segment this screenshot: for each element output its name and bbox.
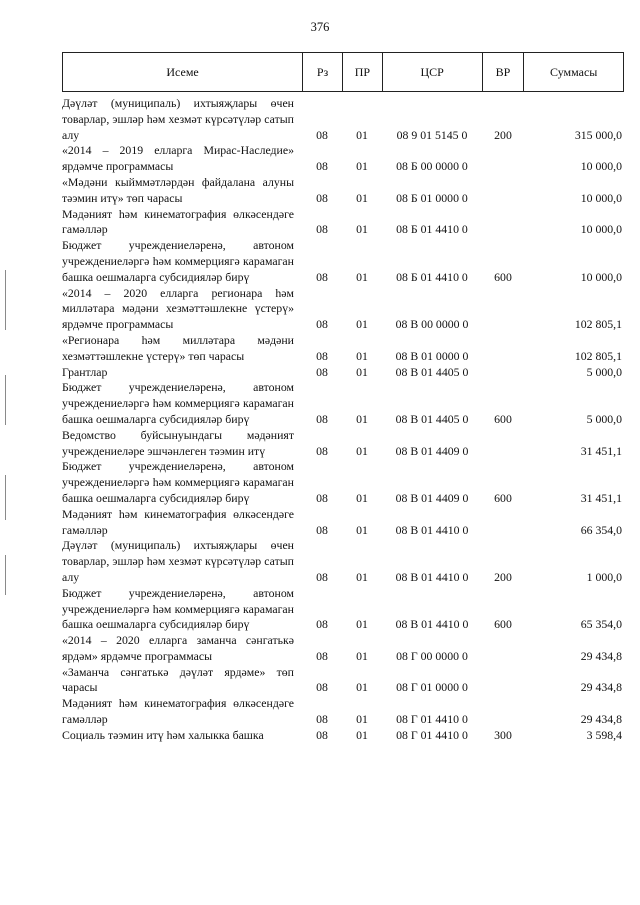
cell-name: Дәүләт (муниципаль) ихтыяҗлары өчен товарлар, эшләр һәм хезмәт күрсәтүләр сатып алу (62, 96, 294, 142)
cell-rz: 08 (316, 269, 328, 284)
cell-vr: 300 (494, 727, 512, 742)
cell-vr: 200 (494, 569, 512, 584)
cell-csr: 08 В 01 4410 0 (395, 569, 469, 584)
cell-rz: 08 (316, 159, 328, 174)
header-csr: ЦСР (382, 53, 482, 91)
cell-sum: 315 000,0 (574, 127, 622, 142)
cell-rz: 08 (316, 712, 328, 727)
cell-pr: 01 (356, 159, 368, 174)
cell-name: Ведомство буйсынуындагы мәдәният учреждениеләре эшчәнлеген тәэмин итү (62, 427, 294, 458)
table-row (62, 286, 624, 333)
cell-csr: 08 В 01 4410 0 (395, 617, 469, 632)
cell-sum: 10 000,0 (580, 269, 622, 284)
cell-name: «2014 – 2020 елларга регионара һәм милләтара мәдәни хезмәттәшлекне үстерү» ярдәмче программасы (62, 285, 294, 332)
cell-rz: 08 (316, 727, 328, 742)
budget-table (62, 52, 624, 744)
cell-name: «Мәдәни кыйммәтләрдән файдалана алуны тәэмин итү» төп чарасы (62, 174, 294, 205)
cell-rz: 08 (316, 648, 328, 663)
cell-csr: 08 Г 01 4410 0 (396, 712, 468, 727)
cell-pr: 01 (356, 222, 368, 237)
cell-csr: 08 Г 00 0000 0 (396, 648, 468, 663)
cell-csr: 08 В 01 0000 0 (395, 348, 469, 363)
table-row (62, 143, 624, 175)
cell-name: Мәдәният һәм кинематография өлкәсендәге гамәлләр (62, 206, 294, 237)
table-row (62, 380, 624, 427)
cell-sum: 29 434,8 (580, 680, 622, 695)
cell-rz: 08 (316, 364, 328, 379)
header-rz: Рз (302, 53, 342, 91)
cell-vr: 200 (494, 127, 512, 142)
cell-sum: 10 000,0 (580, 190, 622, 205)
cell-sum: 10 000,0 (580, 222, 622, 237)
cell-pr: 01 (356, 617, 368, 632)
margin-mark (5, 555, 6, 595)
cell-name: Мәдәният һәм кинематография өлкәсендәге гамәлләр (62, 696, 294, 727)
cell-pr: 01 (356, 727, 368, 742)
cell-csr: 08 Г 01 4410 0 (396, 727, 468, 742)
cell-csr: 08 Б 01 0000 0 (396, 190, 468, 205)
cell-name: Бюджет учреждениеләренә, автоном учреждениеләргә һәм коммерциягә карамаган башка оешмаларга субсидияләр бирү (62, 459, 294, 505)
cell-name: «2014 – 2020 елларга заманча сәнгатькә ярдәм» ярдәмче программасы (62, 633, 294, 663)
cell-rz: 08 (316, 190, 328, 205)
cell-vr: 600 (494, 269, 512, 284)
cell-pr: 01 (356, 127, 368, 142)
table-row (62, 665, 624, 697)
table-row (62, 207, 624, 239)
cell-pr: 01 (356, 712, 368, 727)
cell-pr: 01 (356, 490, 368, 505)
header-vr: ВР (482, 53, 524, 91)
table-header (62, 52, 624, 92)
cell-sum: 3 598,4 (586, 727, 622, 742)
cell-name: Бюджет учреждениеләренә, автоном учреждениеләргә һәм коммерциягә карамаган башка оешмаларга субсидияләр бирү (62, 380, 294, 426)
cell-rz: 08 (316, 222, 328, 237)
cell-name: Грантлар (62, 364, 108, 379)
cell-rz: 08 (316, 443, 328, 458)
cell-sum: 1 000,0 (586, 569, 622, 584)
table-row (62, 238, 624, 285)
cell-name: Социаль тәэмин итү һәм халыкка башка (62, 727, 264, 742)
table-row (62, 96, 624, 143)
cell-sum: 66 354,0 (580, 522, 622, 537)
cell-name: Дәүләт (муниципаль) ихтыяҗлары өчен товарлар, эшләр һәм хезмәт күрсәтүләр сатып алу (62, 538, 294, 584)
cell-sum: 102 805,1 (574, 348, 622, 363)
cell-csr: 08 В 00 0000 0 (395, 317, 469, 332)
table-body (62, 96, 624, 744)
cell-pr: 01 (356, 648, 368, 663)
cell-rz: 08 (316, 617, 328, 632)
cell-csr: 08 В 01 4410 0 (395, 522, 469, 537)
cell-sum: 65 354,0 (580, 617, 622, 632)
cell-pr: 01 (356, 364, 368, 379)
cell-rz: 08 (316, 127, 328, 142)
table-row (62, 333, 624, 365)
table-row (62, 696, 624, 728)
cell-vr: 600 (494, 490, 512, 505)
cell-csr: 08 Б 00 0000 0 (396, 159, 468, 174)
margin-mark (5, 375, 6, 425)
cell-sum: 31 451,1 (580, 443, 622, 458)
cell-name: «2014 – 2019 елларга Мирас-Наследие» ярдәмче программасы (62, 143, 294, 174)
cell-name: Бюджет учреждениеләренә, автоном учреждениеләргә һәм коммерциягә карамаган башка оешмаларга субсидияләр бирү (62, 238, 294, 284)
header-pr: ПР (342, 53, 382, 91)
cell-name: Мәдәният һәм кинематография өлкәсендәге гамәлләр (62, 506, 294, 537)
cell-pr: 01 (356, 190, 368, 205)
cell-csr: 08 В 01 4405 0 (395, 411, 469, 426)
header-sum: Суммасы (523, 53, 623, 91)
margin-mark (5, 270, 6, 330)
cell-name: «Регионара һәм милләтара мәдәни хезмәттәшлекне үстерү» төп чарасы (62, 332, 294, 363)
cell-rz: 08 (316, 490, 328, 505)
cell-sum: 31 451,1 (580, 490, 622, 505)
cell-sum: 10 000,0 (580, 159, 622, 174)
cell-pr: 01 (356, 269, 368, 284)
cell-csr: 08 В 01 4409 0 (395, 443, 469, 458)
header-name: Исеме (166, 65, 199, 79)
cell-name: «Заманча сәнгатькә дәүләт ярдәме» төп чарасы (62, 664, 294, 695)
cell-name: Бюджет учреждениеләренә, автоном учреждениеләргә һәм коммерциягә карамаган башка оешмаларга субсидияләр бирү (62, 585, 294, 632)
cell-rz: 08 (316, 411, 328, 426)
table-row (62, 586, 624, 633)
cell-sum: 5 000,0 (586, 411, 622, 426)
table-row (62, 728, 624, 744)
cell-sum: 5 000,0 (586, 364, 622, 379)
cell-sum: 29 434,8 (580, 648, 622, 663)
table-row (62, 365, 624, 381)
page-number: 376 (310, 20, 330, 34)
table-row (62, 507, 624, 539)
cell-pr: 01 (356, 443, 368, 458)
cell-rz: 08 (316, 317, 328, 332)
cell-vr: 600 (494, 617, 512, 632)
cell-csr: 08 Б 01 4410 0 (396, 269, 468, 284)
table-row (62, 428, 624, 460)
cell-rz: 08 (316, 569, 328, 584)
cell-vr: 600 (494, 411, 512, 426)
cell-sum: 102 805,1 (574, 317, 622, 332)
cell-pr: 01 (356, 317, 368, 332)
table-row (62, 175, 624, 207)
cell-pr: 01 (356, 569, 368, 584)
table-row (62, 633, 624, 665)
table-row (62, 459, 624, 506)
cell-pr: 01 (356, 348, 368, 363)
cell-pr: 01 (356, 411, 368, 426)
cell-rz: 08 (316, 522, 328, 537)
cell-csr: 08 Г 01 0000 0 (396, 680, 468, 695)
cell-pr: 01 (356, 522, 368, 537)
cell-csr: 08 В 01 4405 0 (395, 364, 469, 379)
cell-csr: 08 В 01 4409 0 (395, 490, 469, 505)
cell-csr: 08 9 01 5145 0 (396, 127, 468, 142)
cell-csr: 08 Б 01 4410 0 (396, 222, 468, 237)
table-row (62, 538, 624, 585)
cell-sum: 29 434,8 (580, 712, 622, 727)
cell-rz: 08 (316, 348, 328, 363)
margin-mark (5, 475, 6, 520)
cell-pr: 01 (356, 680, 368, 695)
cell-rz: 08 (316, 680, 328, 695)
